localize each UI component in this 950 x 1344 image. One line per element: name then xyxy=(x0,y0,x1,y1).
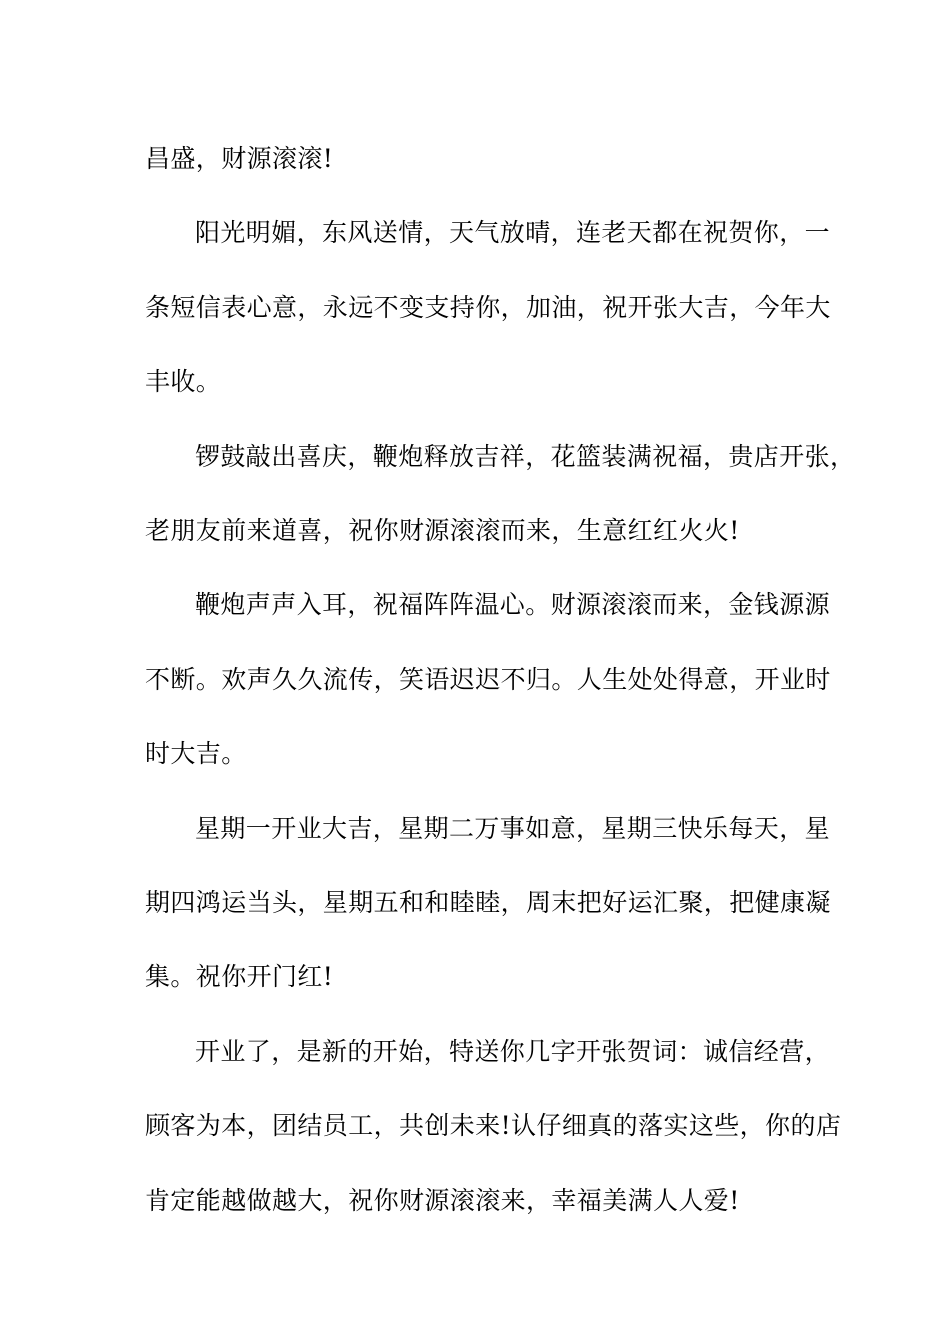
paragraph-3 xyxy=(145,420,856,569)
paragraph-line: 昌盛，财源滚滚! xyxy=(145,144,334,173)
paragraph-line: 丰收。 xyxy=(145,367,222,397)
paragraph-line: 时大吉。 xyxy=(145,739,247,769)
paragraph-line: 星期一开业大吉，星期二万事如意，星期三快乐每天，星 xyxy=(195,813,831,843)
paragraph-line: 顾客为本，团结员工，共创未来!认仔细真的落实这些，你的店 xyxy=(145,1111,842,1141)
paragraph-line: 老朋友前来道喜，祝你财源滚滚而来，生意红红火火! xyxy=(145,516,740,546)
paragraph-1 xyxy=(145,122,807,196)
paragraph-line: 条短信表心意，永远不变支持你，加油，祝开张大吉，今年大 xyxy=(145,292,831,322)
document-body xyxy=(145,122,856,1238)
paragraph-line: 阳光明媚，东风送情，天气放晴，连老天都在祝贺你，一 xyxy=(195,218,831,248)
paragraph-line: 期四鸿运当头，星期五和和睦睦，周末把好运汇聚，把健康凝 xyxy=(145,888,831,918)
paragraph-4 xyxy=(145,568,831,791)
paragraph-6 xyxy=(145,1015,842,1238)
paragraph-5 xyxy=(145,792,831,1015)
paragraph-line: 锣鼓敲出喜庆，鞭炮释放吉祥，花篮装满祝福，贵店开张， xyxy=(195,441,856,471)
paragraph-line: 肯定能越做越大，祝你财源滚滚来，幸福美满人人爱! xyxy=(145,1185,740,1215)
paragraph-line: 集。祝你开门红! xyxy=(145,962,334,992)
paragraph-line: 不断。欢声久久流传，笑语迟迟不归。人生处处得意，开业时 xyxy=(145,664,831,694)
paragraph-line: 鞭炮声声入耳，祝福阵阵温心。财源滚滚而来，金钱源源 xyxy=(195,590,831,620)
paragraph-2 xyxy=(145,196,831,419)
paragraph-line: 开业了，是新的开始，特送你几字开张贺词：诚信经营， xyxy=(195,1036,831,1066)
